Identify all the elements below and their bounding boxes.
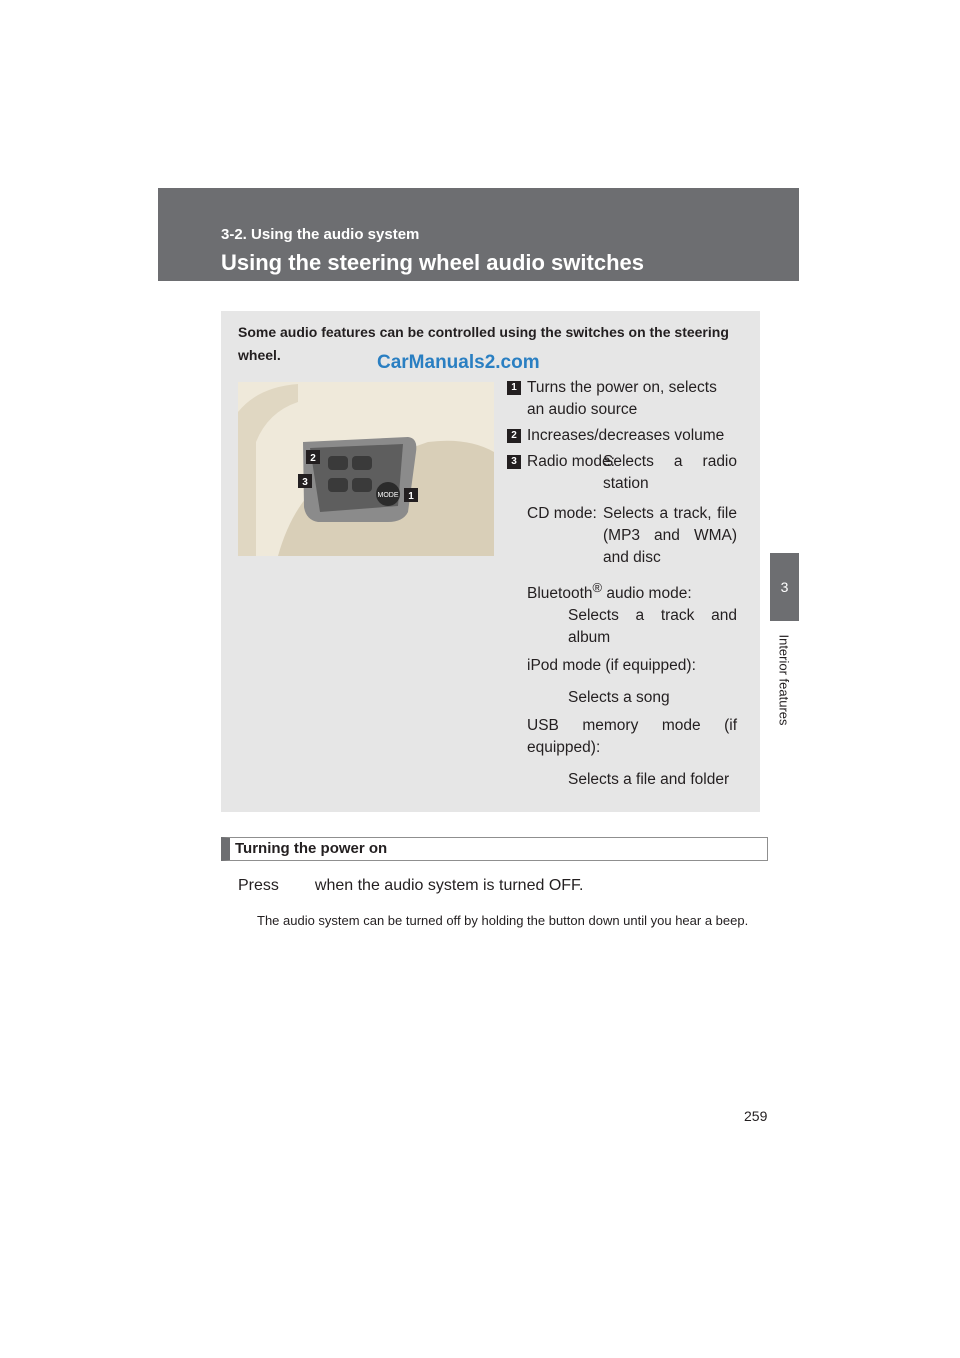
section-heading <box>221 837 768 861</box>
item-number: 2 <box>507 429 521 443</box>
watermark: CarManuals2.com <box>377 352 540 373</box>
steering-wheel-figure <box>238 382 494 556</box>
bluetooth-mode-row <box>507 577 737 649</box>
section-heading-text: Turning the power on <box>235 840 388 857</box>
bluetooth-mode-label <box>527 577 737 605</box>
cd-mode-desc: Selects a track, file (MP3 and WMA) and disc <box>603 505 737 566</box>
page-number: 259 <box>744 1108 768 1124</box>
ipod-mode-label: iPod mode (if equipped): <box>527 657 696 675</box>
callout-3: 3 <box>302 477 308 488</box>
page-header <box>158 188 799 281</box>
callout-1: 1 <box>408 491 414 502</box>
cd-mode-label: CD mode: <box>527 505 597 522</box>
usb-mode-label: USB memory mode (if equipped): <box>527 717 737 757</box>
callout-2: 2 <box>310 453 316 464</box>
switch-list <box>507 377 737 797</box>
radio-mode-label: Radio mode: <box>527 453 615 470</box>
radio-mode-desc: Selects a radio station <box>603 453 737 492</box>
chapter-tab: 3 <box>770 553 799 621</box>
item-number: 3 <box>507 455 521 469</box>
bluetooth-mode-suffix: audio mode: <box>602 585 692 603</box>
bluetooth-mode-desc: Selects a track and album <box>568 607 737 647</box>
note-text: The audio system can be turned off by holding the button down until you hear a beep. <box>257 913 749 928</box>
item-text: Turns the power on, selects an audio source <box>527 379 717 418</box>
ipod-mode-desc: Selects a song <box>568 689 670 707</box>
ipod-mode-row <box>507 655 737 709</box>
chapter-label: Interior features <box>776 634 792 726</box>
press-rest: when the audio system is turned OFF. <box>314 877 584 894</box>
press-word: Press <box>238 877 279 894</box>
list-item <box>507 425 737 447</box>
info-box <box>221 311 760 812</box>
list-item <box>507 451 737 495</box>
registered-mark: ® <box>592 580 603 595</box>
cd-mode-row <box>507 503 737 569</box>
instruction-text <box>238 877 583 895</box>
section-label: 3-2. Using the audio system <box>221 226 420 243</box>
steering-wheel-illustration <box>238 382 494 556</box>
intro-text: Some audio features can be controlled using the switches on the steering wheel. <box>238 324 729 363</box>
item-text: Increases/decreases volume <box>527 427 725 444</box>
list-item <box>507 377 737 421</box>
mode-button-label: MODE <box>377 492 399 499</box>
usb-mode-row <box>507 715 737 791</box>
page-title: Using the steering wheel audio switches <box>221 250 644 275</box>
bluetooth-word: Bluetooth <box>527 585 593 603</box>
usb-mode-desc: Selects a file and folder <box>568 771 730 789</box>
item-number: 1 <box>507 381 521 395</box>
